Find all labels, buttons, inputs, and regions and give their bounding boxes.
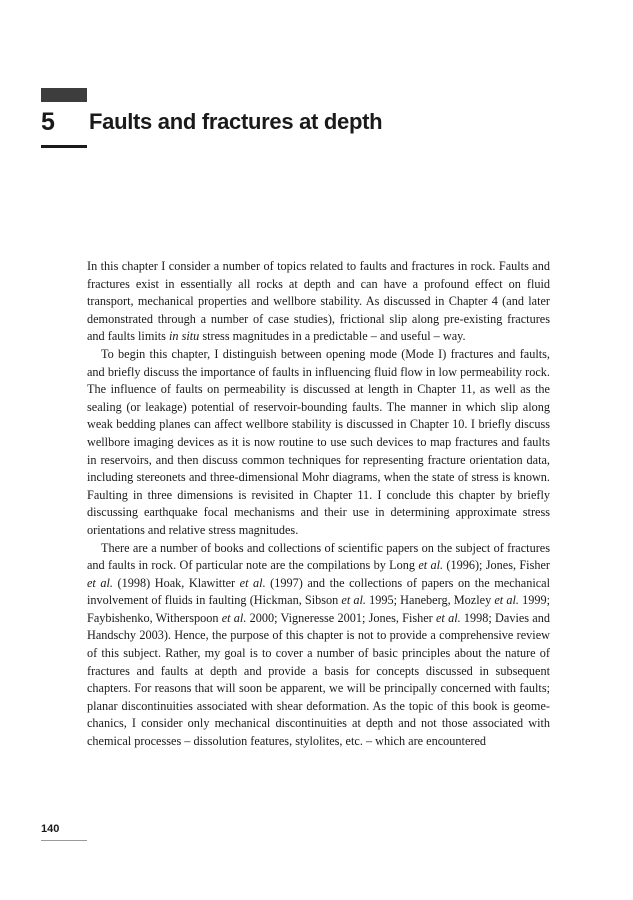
italic-term: et al. [239, 575, 266, 590]
body-paragraph-3 [87, 540, 550, 751]
chapter-body [87, 258, 550, 751]
text-run: 1995; Haneberg, Mozley [365, 593, 495, 608]
italic-term: et al. [341, 593, 366, 608]
chapter-title: Faults and fractures at depth [89, 109, 383, 134]
text-run: In this chapter I consider a number of topics related to faults and fractures in rock. Faults and fractures exist in essentially all rocks at depth and can have a profound effect on fluid transport, mechanical properties and wellbore stability. As discussed in Chapter 4 (and later demonstrated through a number of case studies), frictional slip along pre-existing fractures and faults limits [87, 259, 550, 344]
chapter-heading-bar-top [41, 88, 87, 102]
italic-term: et al. [436, 610, 461, 625]
italic-term: et al. [221, 610, 247, 625]
page-number: 140 [41, 823, 60, 835]
text-run: 2000; Vigneresse 2001; Jones, Fisher [246, 610, 436, 625]
text-run: (1996); Jones, Fisher [443, 558, 550, 573]
italic-term: et al. [87, 575, 113, 590]
italic-term: in situ [169, 329, 200, 344]
body-paragraph-2 [87, 346, 550, 540]
chapter-heading-bar-bottom [41, 145, 87, 148]
text-run: (1998) Hoak, Klawitter [112, 575, 240, 590]
footer-rule [41, 840, 87, 841]
text-run: 1999; Faybishenko, Witherspoon [87, 593, 550, 625]
italic-term: et al. [494, 593, 519, 608]
text-run: 1998; Davies and Handschy 2003). Hence, the purpose of this chapter is not to provide a comprehensive review of this subject. Rather, my goal is to cover a number of basic principles about the nature of fractures and faults at depth and provide a basis for concepts discussed in subsequent chapters. For reasons that will soon be apparent, we will be principally concerned with faults; planar discontinuities associated with shear deformation. As the topic of this book is geomechanics, I consider only mechanical discontinuities at depth and not those associated with chemical processes – dissolution features, stylolites, etc. – which are encountered [87, 610, 550, 749]
text-run: (1997) and the collections of papers on the mechanical involvement of fluids in faulting (Hickman, Sibson [87, 575, 551, 608]
body-paragraph-1 [87, 258, 550, 346]
text-run: There are a number of books and collections of scientific papers on the subject of fractures and faults in rock. Of particular note are the compilations by Long [87, 540, 550, 573]
text-run: stress magnitudes in a predictable – and useful – way. [199, 329, 466, 344]
chapter-number: 5 [41, 108, 55, 136]
text-run: To begin this chapter, I distinguish between opening mode (Mode I) fractures and faults, and briefly discuss the importance of faults in influencing fluid flow in low permeability rock. The influence of faults on permeability is discussed at length in Chapter 11, as well as the sealing (or leakage) potential of reservoir-bounding faults. The manner in which slip along weak bedding planes can affect wellbore stability is discussed in Chapter 10. I briefly discuss wellbore imaging devices as it is now routine to use such devices to map fractures and faults in reservoirs, and then discuss common techniques for representing fracture orientation data, including stereonets and three-dimensional Mohr diagrams, when the state of stress is known. Faulting in three dimensions is revisited in Chapter 11. I conclude this chapter by briefly discussing earthquake focal mechanisms and their use in determining approximate stress orientations and relative stress magnitudes. [87, 346, 550, 537]
italic-term: et al. [418, 558, 444, 573]
